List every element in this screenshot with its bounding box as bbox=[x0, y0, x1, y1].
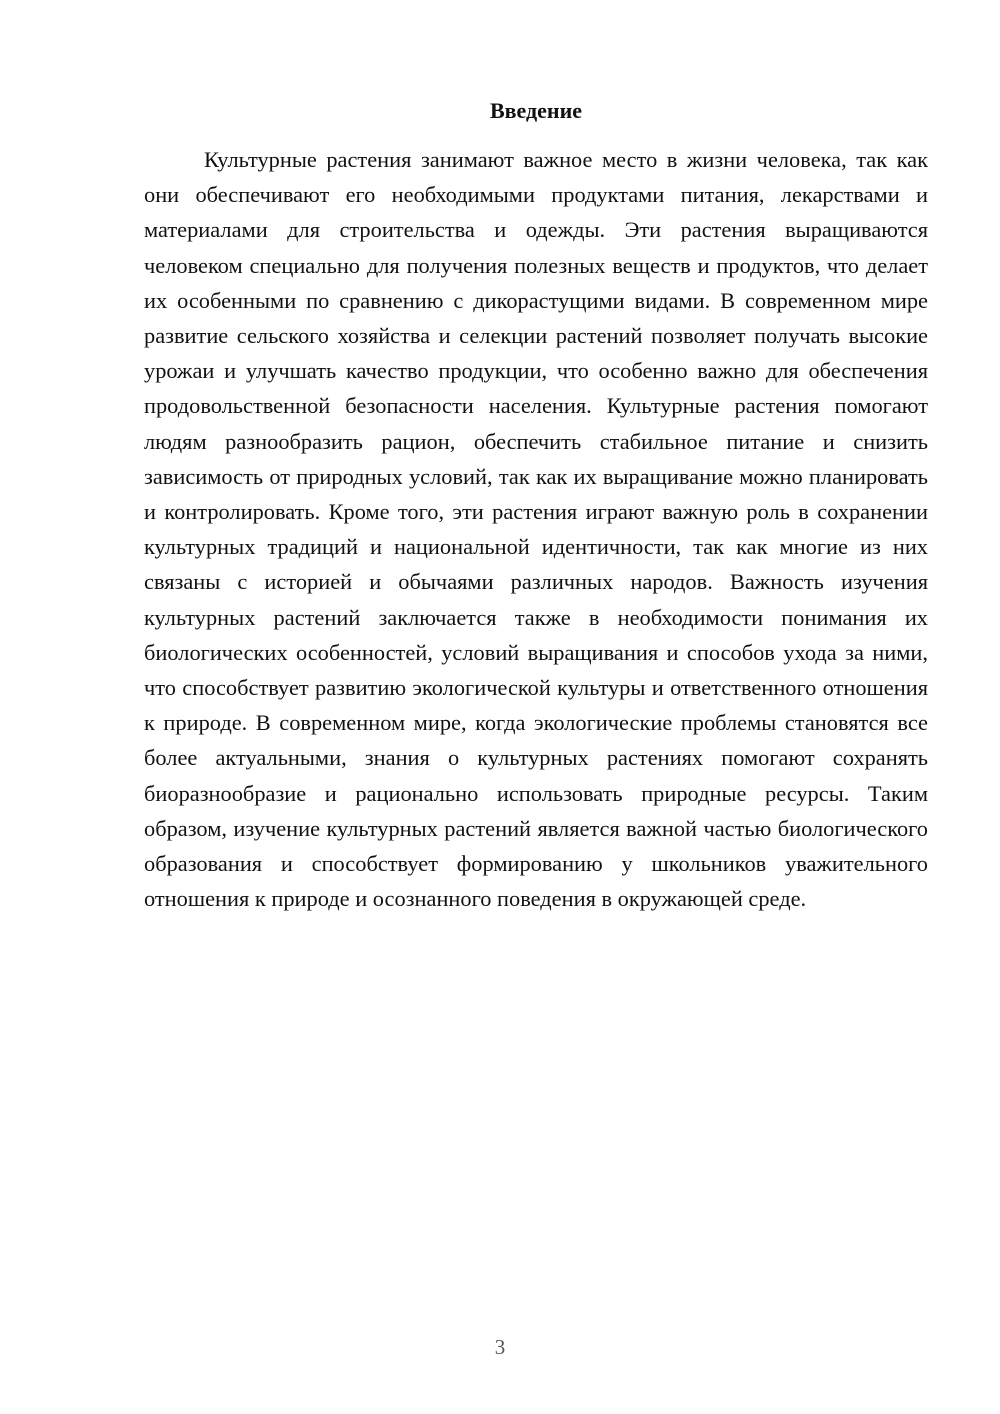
body-paragraph: Культурные растения занимают важное место в жизни человека, так как они обеспечивают его необходимыми продуктами питания, лекарствами и материалами для строительства и одежды. Эти растения выращиваются человеком специально для получения полезных веществ и продуктов, что делает их особенными по сравнению с дикорастущими видами. В современном мире развитие сельского хозяйства и селекции растений позволяет получать высокие урожаи и улучшать качество продукции, что особенно важно для обеспечения продовольственной безопасности населения. Культурные растения помогают людям разнообразить рацион, обеспечить стабильное питание и снизить зависимость от природных условий, так как их выращивание можно планировать и контролировать. Кроме того, эти растения играют важную роль в сохранении культурных традиций и национальной идентичности, так как многие из них связаны с историей и обычаями различных народов. Важность изучения культурных растений заключается также в необходимости понимания их биологических особенностей, условий выращивания и способов ухода за ними, что способствует развитию экологической культуры и ответственного отношения к природе. В современном мире, когда экологические проблемы становятся все более актуальными, знания о культурных растениях помогают сохранять биоразнообразие и рационально использовать природные ресурсы. Таким образом, изучение культурных растений является важной частью биологического образования и способствует формированию у школьников уважительного отношения к природе и осознанного поведения в окружающей среде. bbox=[144, 147, 928, 912]
section-heading: Введение bbox=[489, 98, 583, 123]
page-number: 3 bbox=[494, 1335, 506, 1359]
